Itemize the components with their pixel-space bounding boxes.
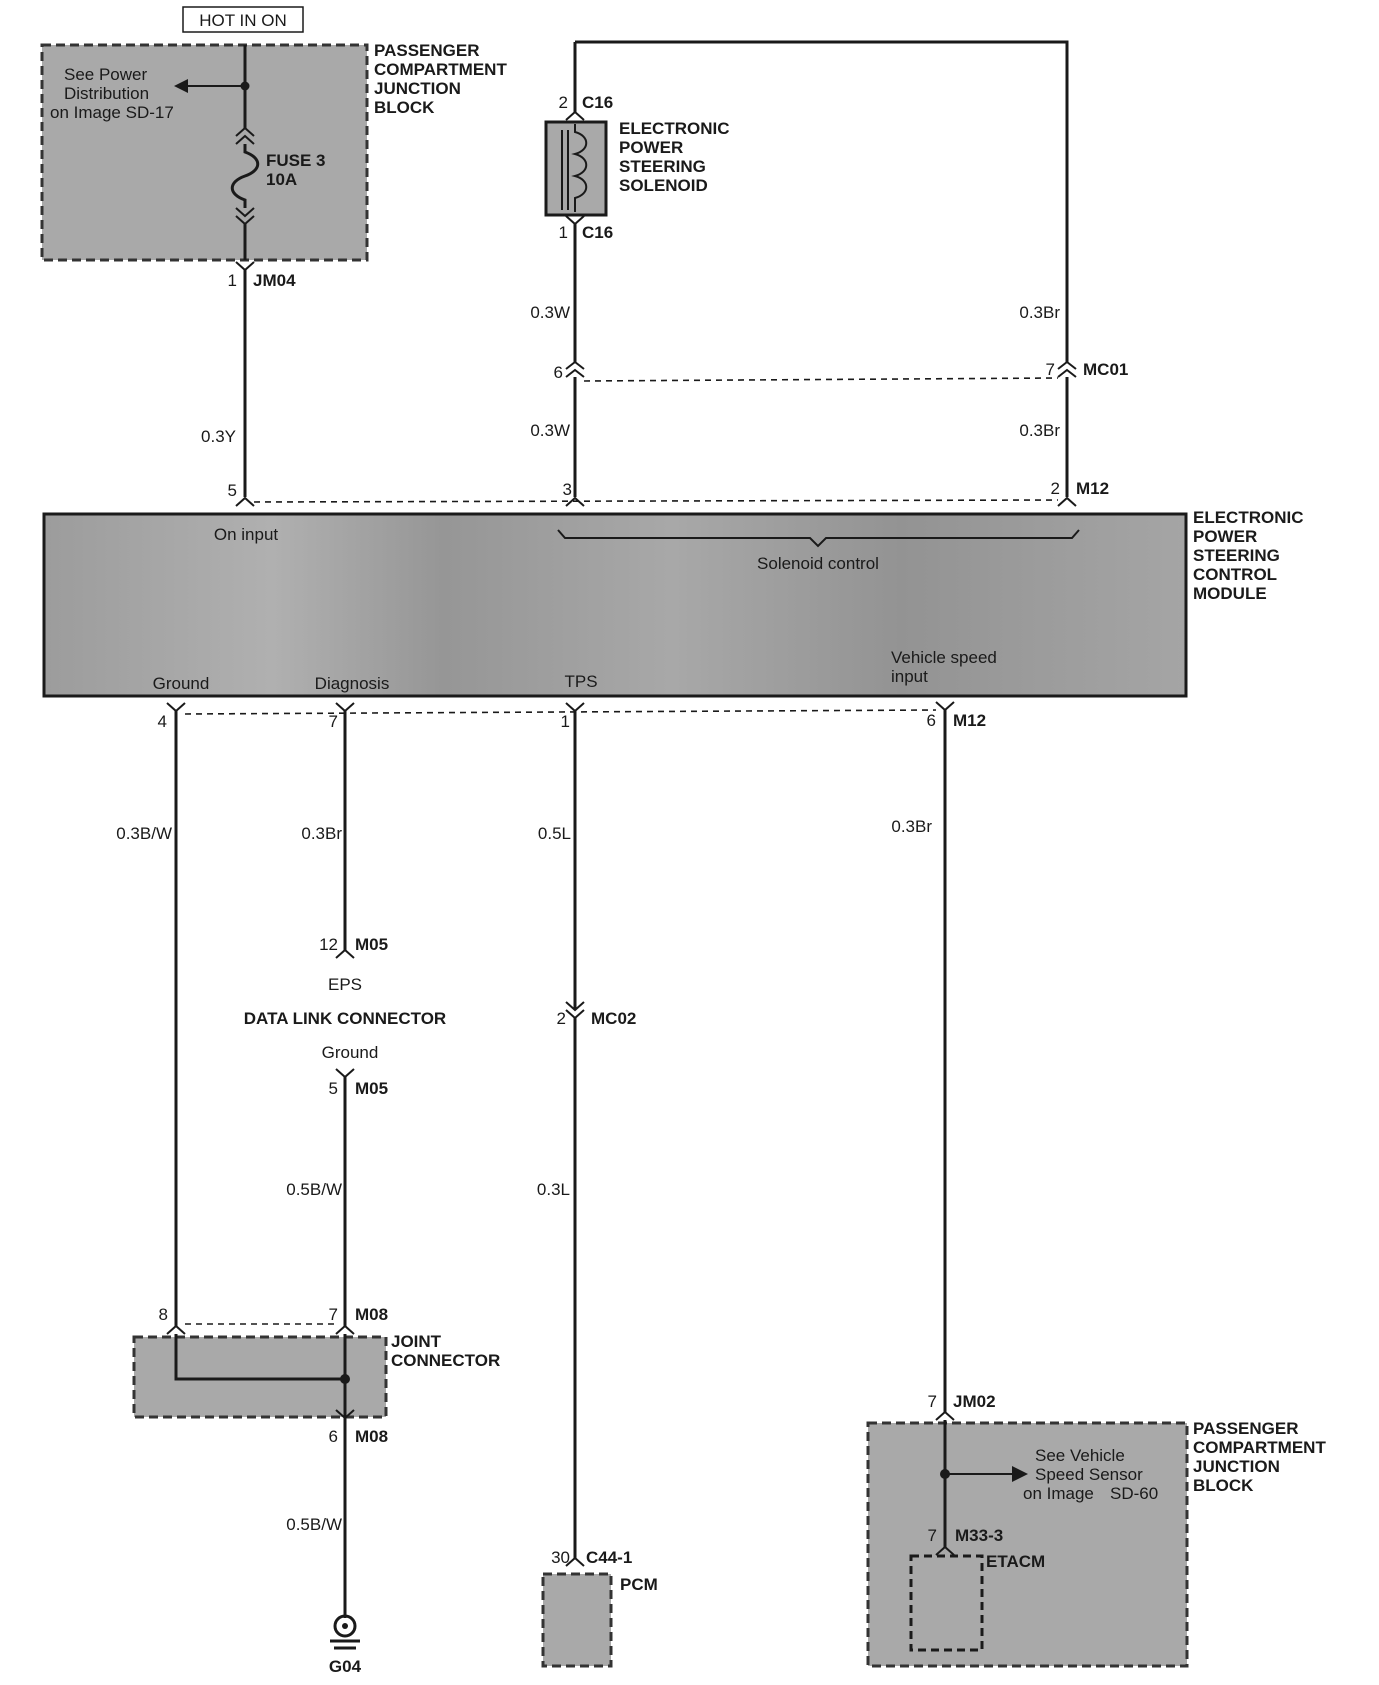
solenoid-line2: POWER (619, 138, 684, 157)
pcjb-top-line3: JUNCTION (374, 79, 461, 98)
pcjb-top-line1: PASSENGER (374, 41, 480, 60)
pin-mod-2: 2 (1050, 479, 1060, 498)
conn-m33: M33-3 (955, 1526, 1004, 1545)
wire-label-03y: 0.3Y (201, 427, 236, 446)
pin-c44-30: 30 (551, 1548, 570, 1567)
wire-label-03br-vss: 0.3Br (891, 817, 932, 836)
m12-bottom-terminals-icon (167, 702, 954, 711)
pin-mc01-6: 6 (553, 363, 563, 382)
pcm-box (543, 1574, 611, 1666)
pcjb-top-line2: COMPARTMENT (374, 60, 507, 79)
conn-c16-top: C16 (582, 93, 614, 112)
pin-mod-5: 5 (227, 481, 237, 500)
pin-label-diagnosis: Diagnosis (314, 674, 390, 693)
passenger-junction-block-bottom (868, 1423, 1187, 1666)
fuse-label-line2: 10A (266, 170, 298, 189)
wire-label-03bw: 0.3B/W (116, 824, 172, 843)
ground-symbol-center-icon (342, 1623, 348, 1629)
pin-c16-top: 2 (558, 93, 568, 112)
pin-jm02-7: 7 (927, 1392, 937, 1411)
mc01-terminal-right-icon (1058, 362, 1076, 377)
mc01-terminal-left-icon (566, 362, 584, 377)
joint-label-line2: CONNECTOR (391, 1351, 501, 1370)
conn-c16-bottom: C16 (582, 223, 614, 242)
module-line2: POWER (1193, 527, 1258, 546)
joint-splice-dot (340, 1374, 350, 1384)
pin-label-solenoid-control: Solenoid control (757, 554, 879, 573)
wire-label-03w-upper: 0.3W (530, 303, 570, 322)
pin-jm04: 1 (227, 271, 237, 290)
conn-m08-bottom: M08 (355, 1427, 389, 1446)
ground-bars-icon (330, 1641, 360, 1648)
pcjb-top-line4: BLOCK (374, 98, 435, 117)
pin-label-tps: TPS (564, 672, 598, 691)
power-ref-line2: Distribution (64, 84, 150, 103)
c16-top-terminal-icon (566, 112, 584, 120)
m05-ground-terminal-icon (336, 1069, 354, 1077)
pin-m08-7: 7 (328, 1305, 338, 1324)
conn-m05-diag: M05 (355, 935, 389, 954)
hot-in-on-label: HOT IN ON (199, 11, 287, 30)
pin-m08-8: 8 (158, 1305, 168, 1324)
wire-label-03br-upper: 0.3Br (1019, 303, 1060, 322)
dlc-eps-label: EPS (327, 975, 363, 994)
vss-ref-line2: Speed Sensor (1035, 1465, 1143, 1484)
pin-mod-6: 6 (926, 711, 936, 730)
pin-mc02-2: 2 (556, 1009, 566, 1028)
module-line5: MODULE (1193, 584, 1267, 603)
pin-mod-3: 3 (562, 480, 572, 499)
dlc-title: DATA LINK CONNECTOR (243, 1009, 447, 1028)
wire-label-05bw-upper: 0.5B/W (286, 1180, 342, 1199)
module-line4: CONTROL (1193, 565, 1278, 584)
solenoid-line1: ELECTRONIC (619, 119, 730, 138)
m08-top-terminals-icon (167, 1326, 354, 1334)
pin-label-vss-line1: Vehicle speed (891, 648, 997, 667)
pin-c16-bottom: 1 (558, 223, 568, 242)
m12-top-terminals-icon (236, 498, 1076, 506)
solenoid-line4: SOLENOID (619, 176, 708, 195)
pin-mod-4: 4 (157, 712, 167, 731)
conn-m08-top: M08 (355, 1305, 389, 1324)
dlc-ground-label: Ground (321, 1043, 379, 1062)
fuse-label-line1: FUSE 3 (266, 151, 326, 170)
mc01-connector-link (584, 378, 1058, 381)
conn-c44: C44-1 (586, 1548, 633, 1567)
pin-mod-7: 7 (328, 712, 338, 731)
conn-mc01: MC01 (1083, 360, 1129, 379)
vss-ref-line1: See Vehicle (1035, 1446, 1125, 1465)
conn-jm04: JM04 (253, 271, 296, 290)
solenoid-line3: STEERING (619, 157, 706, 176)
vss-ref-line3: on Image (1023, 1484, 1094, 1503)
pin-mod-1: 1 (560, 712, 570, 731)
joint-label-line1: JOINT (391, 1332, 442, 1351)
wire-label-03w-lower: 0.3W (530, 421, 570, 440)
wire-label-03br-lower: 0.3Br (1019, 421, 1060, 440)
conn-jm02: JM02 (953, 1392, 996, 1411)
wire-label-05l: 0.5L (537, 824, 571, 843)
m05-diag-terminal-icon (336, 950, 354, 958)
pin-m05-5: 5 (328, 1079, 338, 1098)
pcjb-bottom-line4: BLOCK (1193, 1476, 1254, 1495)
pin-label-on-input: On input (213, 525, 279, 544)
wire-label-03br-diag: 0.3Br (301, 824, 342, 843)
pcjb-bottom-line2: COMPARTMENT (1193, 1438, 1326, 1457)
power-ref-line1: See Power (64, 65, 148, 84)
pin-m05-12: 12 (319, 935, 338, 954)
conn-m12-top: M12 (1076, 479, 1110, 498)
conn-m05-ground: M05 (355, 1079, 389, 1098)
jm04-terminal-icon (236, 262, 254, 270)
conn-g04: G04 (328, 1657, 362, 1676)
m12-top-connector-link (254, 500, 1058, 502)
pin-mc01-7: 7 (1045, 360, 1055, 379)
pin-m08-6: 6 (328, 1427, 338, 1446)
pcjb-bottom-line1: PASSENGER (1193, 1419, 1299, 1438)
pin-label-ground: Ground (152, 674, 210, 693)
etacm-label: ETACM (986, 1552, 1046, 1571)
wire-label-03l: 0.3L (536, 1180, 570, 1199)
module-line1: ELECTRONIC (1193, 508, 1304, 527)
pin-label-vss-line2: input (891, 667, 928, 686)
conn-m12-bottom: M12 (953, 711, 987, 730)
wire-solenoid-loop-top (575, 42, 1067, 362)
wire-label-05bw-lower: 0.5B/W (286, 1515, 342, 1534)
pcm-label: PCM (620, 1575, 658, 1594)
module-line3: STEERING (1193, 546, 1280, 565)
vss-ref-line4: SD-60 (1110, 1484, 1159, 1503)
pin-m33-7: 7 (927, 1526, 937, 1545)
power-ref-line3: on Image SD-17 (50, 103, 174, 122)
jm02-terminal-icon (936, 1412, 954, 1420)
conn-mc02: MC02 (591, 1009, 637, 1028)
pcjb-bottom-line3: JUNCTION (1193, 1457, 1280, 1476)
